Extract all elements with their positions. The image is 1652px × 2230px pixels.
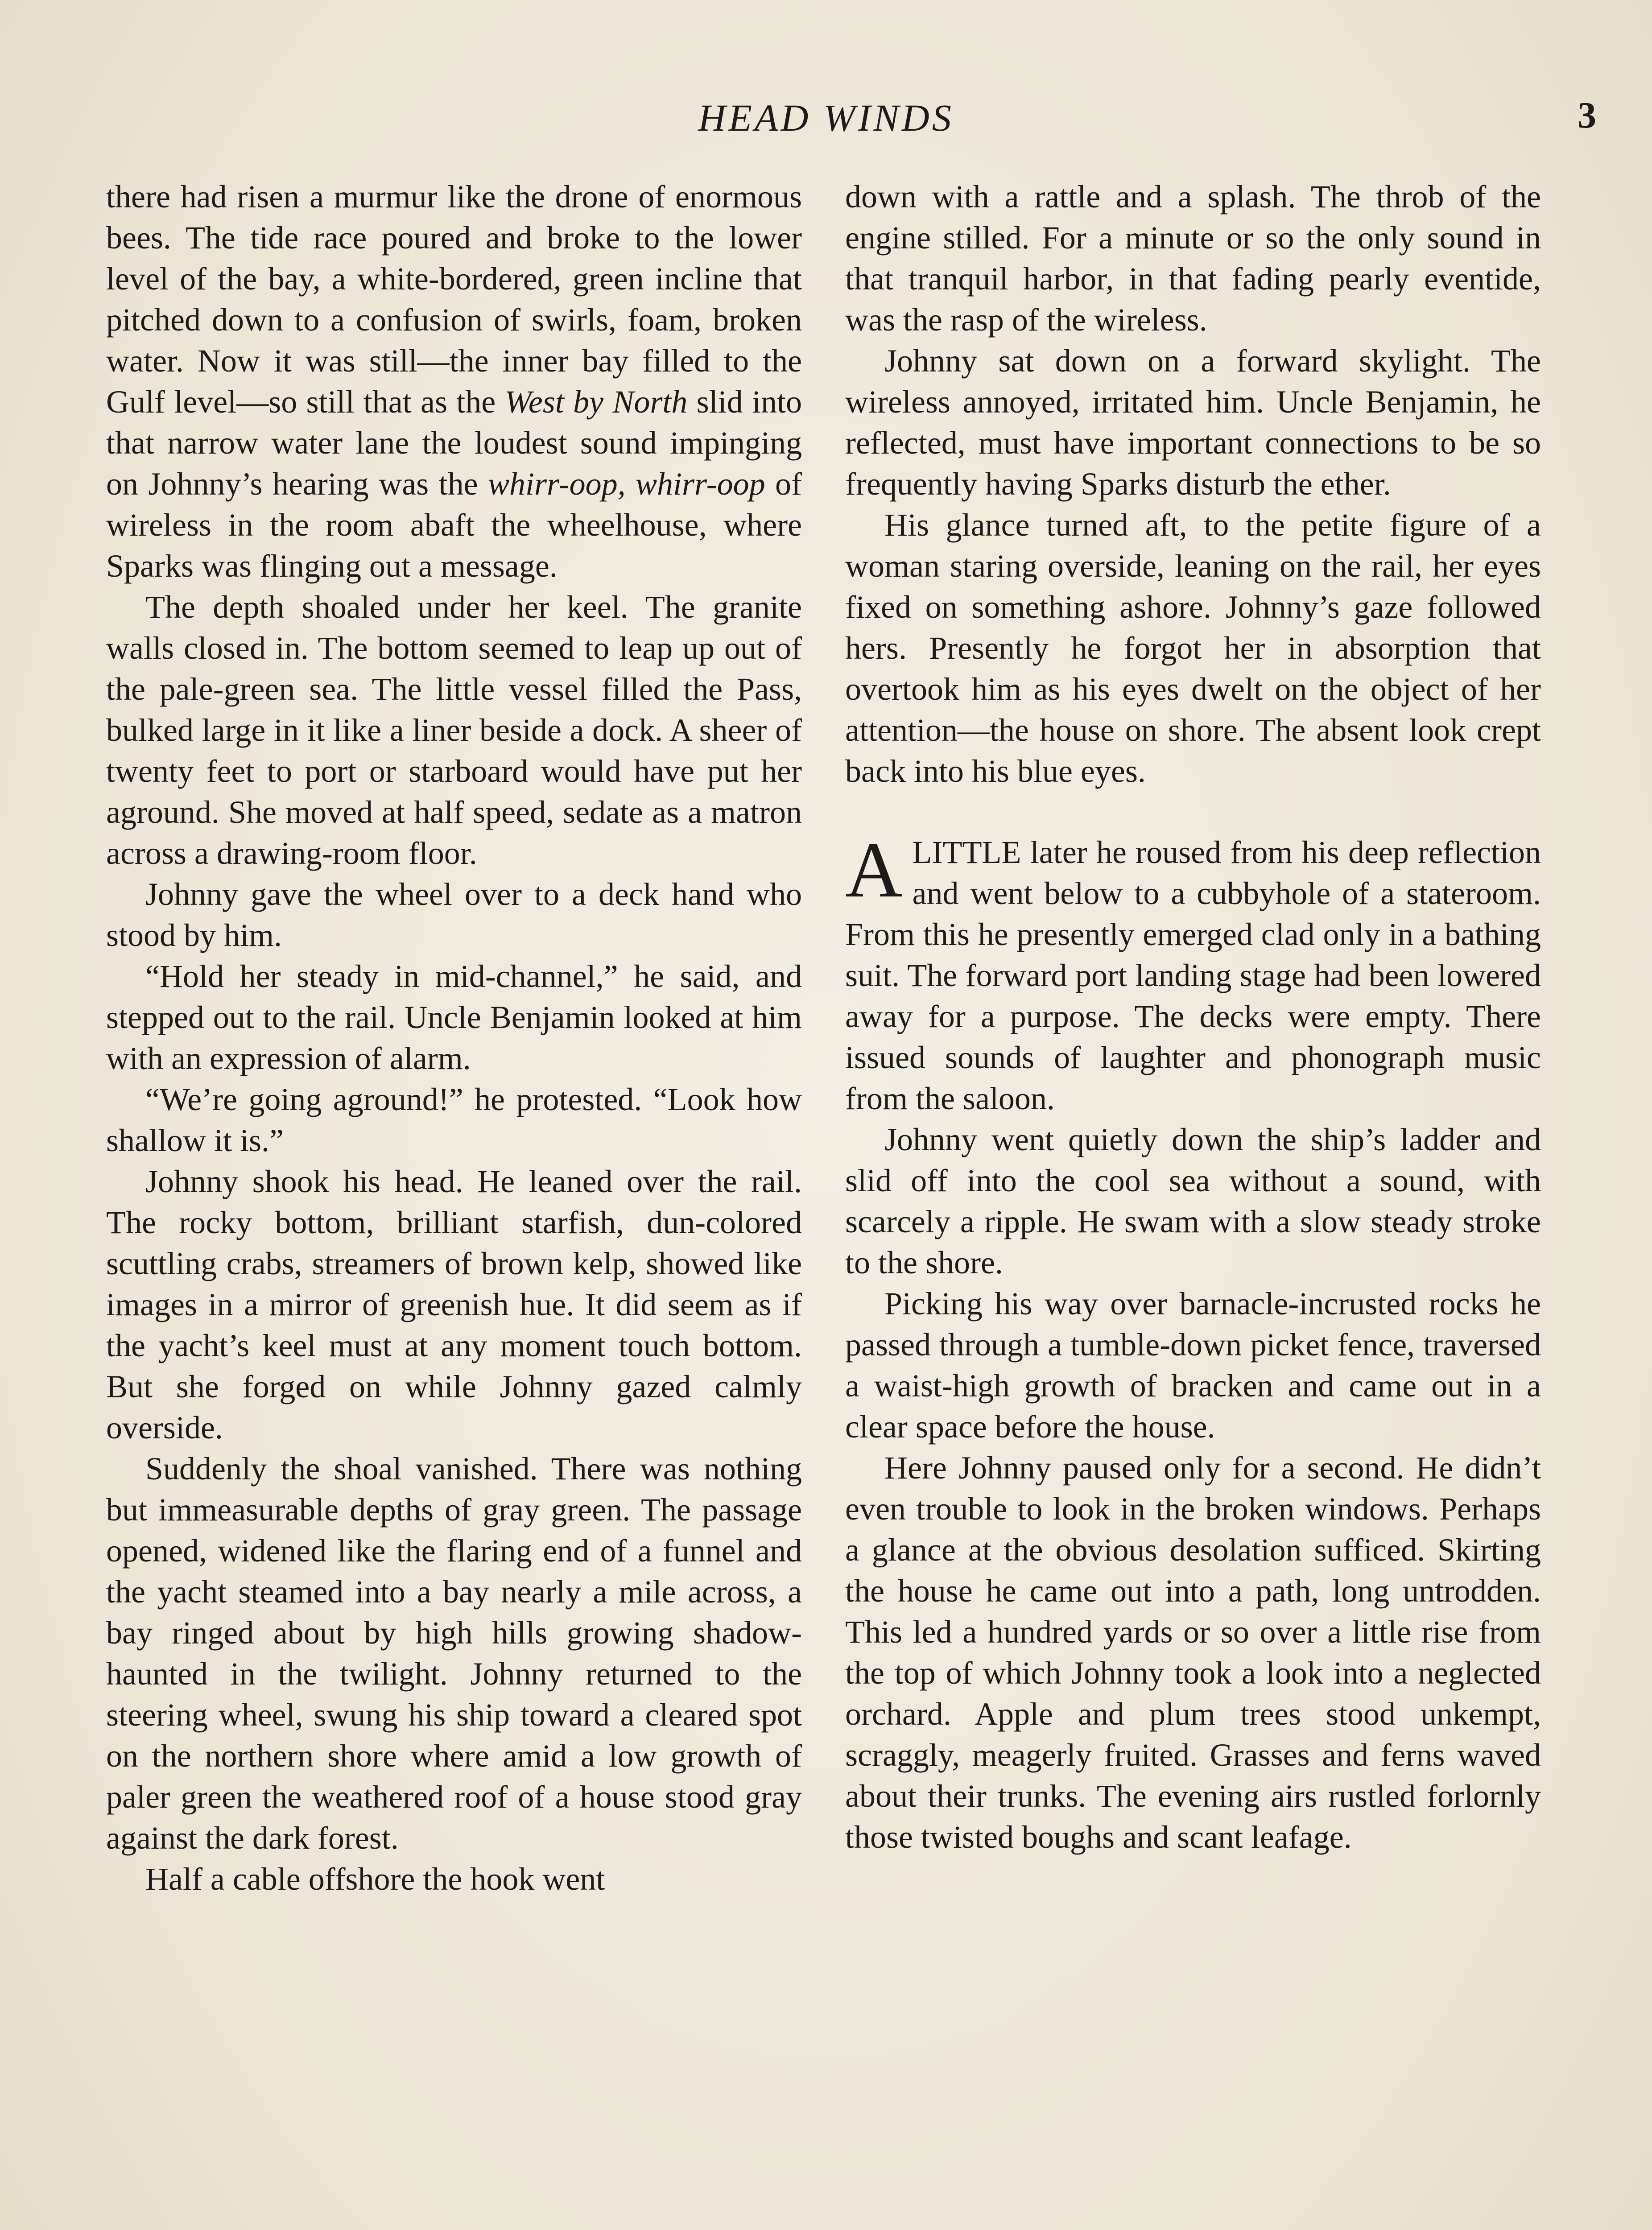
ship-name: West by North xyxy=(504,384,688,420)
paragraph: Johnny gave the wheel over to a deck hand who stood by him. xyxy=(106,876,802,953)
paragraph: “Hold her steady in mid-channel,” he said, and stepped out to the rail. Uncle Benjamin looked at him with an expression of alarm. xyxy=(106,958,802,1076)
paragraph: there had risen a murmur like the drone of enormous bees. The tide race poured and broke to the lower level of the bay, a white-bordered, green incline that pitched down to a confusion of swirls, foam, broken water. Now it was still—the inner bay filled to the Gulf level—so still that as the West by North slid into that narrow water lane the loudest sound impinging on Johnny’s hearing was the whirr-oop, whirr-oop of wireless in the room abaft the wheelhouse, where Sparks was flinging out a message. xyxy=(106,179,802,584)
paragraph: “We’re going aground!” he protested. “Look how shallow it is.” xyxy=(106,1082,802,1158)
sound-effect: whirr-oop, whirr-oop xyxy=(487,466,765,502)
left-column xyxy=(106,176,802,1900)
paragraph: Suddenly the shoal vanished. There was nothing but immeasurable depths of gray green. The passage opened, widened like the flaring end of a funnel and the yacht steamed into a bay nearly a mile across, a bay ringed about by high hills growing shadow-haunted in the twilight. Johnny returned to the steering wheel, swung his ship toward a cleared spot on the northern shore where amid a low growth of paler green the weathered roof of a house stood gray against the dark forest. xyxy=(106,1451,802,1856)
paragraph: down with a rattle and a splash. The throb of the engine stilled. For a minute or so the only sound in that tranquil harbor, in that fading pearly eventide, was the rasp of the wireless. xyxy=(845,179,1541,338)
paragraph: Johnny went quietly down the ship’s ladder and slid off into the cool sea without a sound, with scarcely a ripple. He swam with a slow steady stroke to the shore. xyxy=(845,1122,1541,1280)
paragraph: Half a cable offshore the hook went xyxy=(145,1861,605,1897)
paragraph: His glance turned aft, to the petite figure of a woman staring overside, leaning on the rail, her eyes fixed on something ashore. Johnny’s gaze followed hers. Presently he forgot her in absorption that overtook him as his eyes dwelt on the object of her attention—the house on shore. The absent look crept back into his blue eyes. xyxy=(845,507,1541,789)
page-number: 3 xyxy=(1578,95,1596,136)
small-caps-lead: LITTLE xyxy=(912,834,1021,870)
paragraph: Johnny shook his head. He leaned over the rail. The rocky bottom, brilliant starfish, dun-colored scuttling crabs, streamers of brown kelp, showed like images in a mirror of greenish hue. It did seem as if the yacht’s keel must at any moment touch bottom. But she forged on while Johnny gazed calmly overside. xyxy=(106,1164,802,1445)
running-head: HEAD WINDS xyxy=(698,96,954,139)
paragraph: Here Johnny paused only for a second. He didn’t even trouble to look in the broken windows. Perhaps a glance at the obvious desolation sufficed. Skirting the house he came out into a path, long untrodden. This led a hundred yards or so over a little rise from the top of which Johnny took a look into a neglected orchard. Apple and plum trees stood unkempt, scraggly, meagerly fruited. Grasses and ferns waved about their trunks. The evening airs rustled forlornly those twisted boughs and scant leafage. xyxy=(845,1450,1541,1855)
drop-cap: A xyxy=(845,826,903,914)
paragraph: Picking his way over barnacle-incrusted rocks he passed through a tumble-down picket fence, traversed a waist-high growth of bracken and came out in a clear space before the house. xyxy=(845,1286,1541,1445)
paragraph: The depth shoaled under her keel. The granite walls closed in. The bottom seemed to leap up out of the pale-green sea. The little vessel filled the Pass, bulked large in it like a liner beside a dock. A sheer of twenty feet to port or starboard would have put her aground. She moved at half speed, sedate as a matron across a drawing-room floor. xyxy=(106,589,802,871)
right-column xyxy=(845,176,1541,1858)
section-start-paragraph: ALITTLE later he roused from his deep reflection and went below to a cubbyhole of a stateroom. From this he presently emerged clad only in a bathing suit. The forward port landing stage had been lowered away for a purpose. The decks were empty. There issued sounds of laughter and phonograph music from the saloon. xyxy=(845,826,1541,1116)
paragraph: Johnny sat down on a forward skylight. The wireless annoyed, irritated him. Uncle Benjamin, he reflected, must have important connections to be so frequently having Sparks disturb the ether. xyxy=(845,343,1541,502)
